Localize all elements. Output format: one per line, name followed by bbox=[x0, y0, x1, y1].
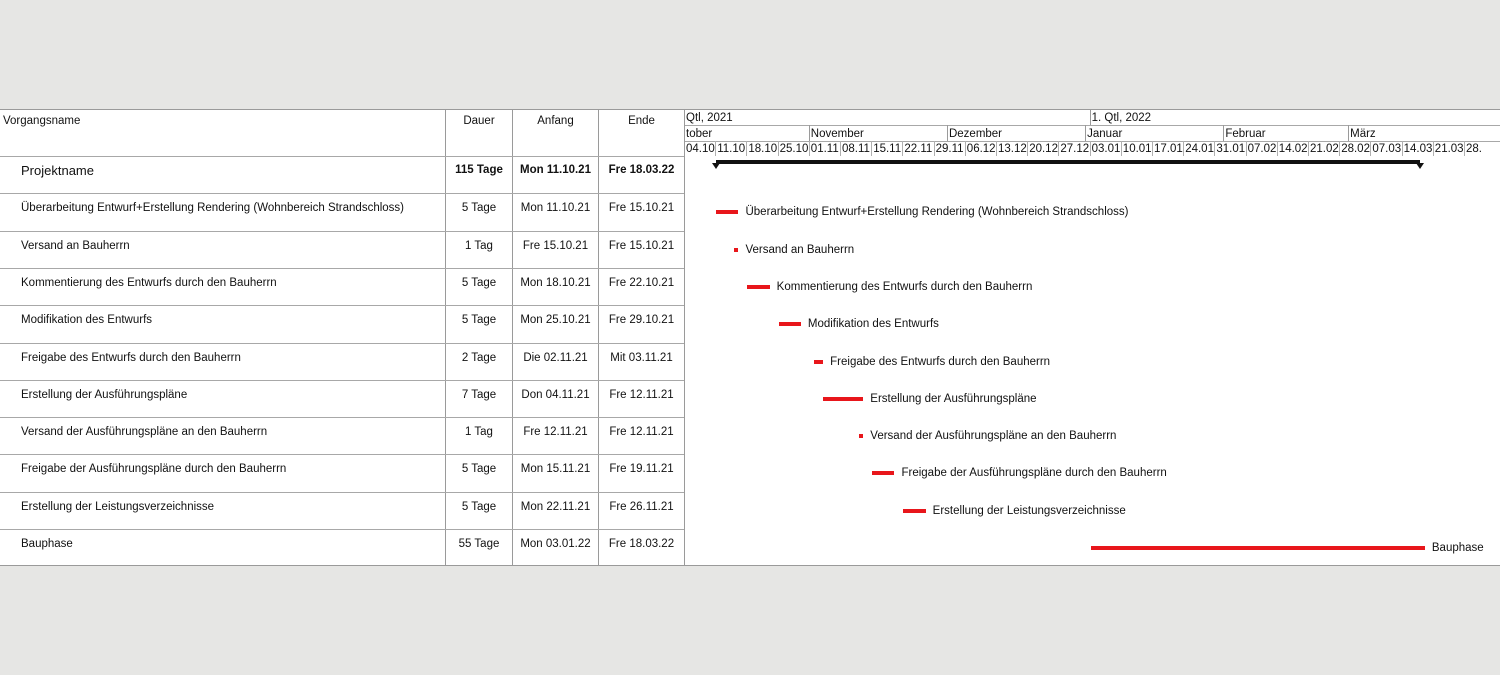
table-row bbox=[0, 344, 684, 381]
week-label: 04.10 bbox=[686, 143, 715, 155]
col-header-end: Ende bbox=[628, 115, 655, 127]
col-header-duration: Dauer bbox=[463, 115, 495, 127]
task-end: Fre 12.11.21 bbox=[609, 426, 674, 439]
task-duration: 2 Tage bbox=[461, 351, 497, 364]
week-label: 18.10 bbox=[748, 143, 778, 155]
timescale-divider bbox=[685, 141, 1500, 142]
task-name: Freigabe der Ausführungspläne durch den Bauherrn bbox=[21, 463, 287, 476]
task-bar-label: Freigabe des Entwurfs durch den Bauherrn bbox=[830, 355, 1051, 368]
week-divider bbox=[1277, 141, 1278, 156]
summary-row bbox=[0, 157, 684, 194]
week-divider bbox=[715, 141, 716, 156]
week-label: 29.11 bbox=[935, 143, 964, 155]
task-duration: 5 Tage bbox=[461, 500, 497, 513]
week-label: 07.03 bbox=[1372, 143, 1402, 155]
week-label: 27.12 bbox=[1060, 143, 1090, 155]
week-divider bbox=[1121, 141, 1122, 156]
week-divider bbox=[1152, 141, 1153, 156]
week-divider bbox=[1090, 141, 1091, 156]
week-label: 31.01 bbox=[1216, 143, 1246, 155]
month-label: Dezember bbox=[948, 128, 1003, 140]
task-start: Die 02.11.21 bbox=[523, 351, 588, 364]
task-start: Fre 15.10.21 bbox=[522, 239, 589, 252]
task-start: Mon 15.11.21 bbox=[520, 463, 591, 476]
task-start: Mon 11.10.21 bbox=[520, 202, 591, 215]
task-name: Erstellung der Leistungsverzeichnisse bbox=[21, 500, 215, 513]
task-name: Versand an Bauherrn bbox=[21, 239, 130, 252]
task-end: Fre 22.10.21 bbox=[608, 276, 675, 289]
task-end: Fre 18.03.22 bbox=[608, 164, 675, 176]
week-label: 13.12 bbox=[998, 143, 1027, 155]
task-duration: 1 Tag bbox=[465, 239, 493, 252]
task-bar bbox=[779, 322, 801, 326]
table-row bbox=[0, 306, 684, 343]
week-divider bbox=[809, 141, 810, 156]
week-divider bbox=[1027, 141, 1028, 156]
task-bar bbox=[747, 285, 769, 289]
task-bar-label: Überarbeitung Entwurf+Erstellung Rendering (Wohnbereich Strandschloss) bbox=[745, 206, 1129, 219]
summary-bar-start-cap bbox=[712, 163, 720, 169]
table-row bbox=[0, 269, 684, 306]
task-bar-label: Kommentierung des Entwurfs durch den Bauherrn bbox=[776, 280, 1033, 293]
task-bar bbox=[823, 397, 863, 401]
week-divider bbox=[1308, 141, 1309, 156]
month-label: Februar bbox=[1225, 128, 1266, 140]
month-divider bbox=[809, 125, 810, 141]
week-label: 21.02 bbox=[1310, 143, 1339, 155]
week-divider bbox=[840, 141, 841, 156]
task-bar-label: Modifikation des Entwurfs bbox=[807, 318, 939, 331]
week-label: 17.01 bbox=[1154, 143, 1183, 155]
week-divider bbox=[1370, 141, 1371, 156]
week-divider bbox=[1339, 141, 1340, 156]
table-row bbox=[0, 530, 684, 567]
task-bar-label: Bauphase bbox=[1431, 542, 1484, 554]
task-end: Fre 12.11.21 bbox=[609, 388, 674, 401]
task-end: Fre 19.11.21 bbox=[609, 463, 674, 476]
task-start: Mon 03.01.22 bbox=[520, 538, 591, 550]
week-label: 21.03 bbox=[1434, 143, 1464, 155]
task-end: Fre 15.10.21 bbox=[608, 239, 675, 252]
task-end: Fre 18.03.22 bbox=[608, 538, 675, 550]
week-label: 24.01 bbox=[1185, 143, 1214, 155]
task-bar-label: Versand an Bauherrn bbox=[745, 243, 855, 256]
week-divider bbox=[1433, 141, 1434, 156]
table-row bbox=[0, 418, 684, 455]
month-label: März bbox=[1350, 128, 1376, 140]
col-header-name: Vorgangsname bbox=[3, 115, 81, 127]
task-bar-label: Erstellung der Ausführungspläne bbox=[870, 392, 1037, 405]
week-divider bbox=[1183, 141, 1184, 156]
month-divider bbox=[947, 125, 948, 141]
task-duration: 5 Tage bbox=[461, 276, 497, 289]
task-duration: 5 Tage bbox=[461, 314, 497, 327]
task-start: Mon 25.10.21 bbox=[520, 314, 591, 327]
week-label: 08.11 bbox=[842, 143, 870, 155]
week-label: 06.12 bbox=[966, 143, 996, 155]
table-row bbox=[0, 232, 684, 269]
task-duration: 1 Tag bbox=[465, 426, 493, 439]
task-bar-label: Versand der Ausführungspläne an den Bauherrn bbox=[870, 430, 1117, 443]
task-name: Freigabe des Entwurfs durch den Bauherrn bbox=[21, 351, 241, 364]
gantt-sheet bbox=[0, 109, 1500, 566]
quarter-divider bbox=[1090, 110, 1091, 125]
table-row bbox=[0, 455, 684, 492]
week-divider bbox=[778, 141, 779, 156]
week-divider bbox=[871, 141, 872, 156]
week-divider bbox=[1402, 141, 1403, 156]
task-name: Versand der Ausführungspläne an den Bauherrn bbox=[21, 426, 268, 439]
month-divider bbox=[1348, 125, 1349, 141]
task-end: Fre 26.11.21 bbox=[609, 500, 674, 513]
task-bar bbox=[903, 509, 925, 513]
week-divider bbox=[996, 141, 997, 156]
task-name: Erstellung der Ausführungspläne bbox=[21, 388, 188, 401]
table-row bbox=[0, 493, 684, 530]
task-end: Fre 29.10.21 bbox=[608, 314, 675, 327]
task-name: Kommentierung des Entwurfs durch den Bauherrn bbox=[21, 276, 277, 289]
task-start: Fre 12.11.21 bbox=[523, 426, 588, 439]
task-name: Projektname bbox=[21, 163, 94, 178]
task-start: Mon 11.10.21 bbox=[520, 164, 591, 176]
month-divider bbox=[1223, 125, 1224, 141]
week-divider bbox=[1246, 141, 1247, 156]
week-label: 11.10 bbox=[717, 143, 746, 155]
task-duration: 55 Tage bbox=[458, 538, 500, 550]
week-divider bbox=[902, 141, 903, 156]
task-start: Mon 18.10.21 bbox=[520, 276, 591, 289]
week-label: 20.12 bbox=[1029, 143, 1058, 155]
week-label: 14.03 bbox=[1403, 143, 1433, 155]
week-divider bbox=[1464, 141, 1465, 156]
week-label: 22.11 bbox=[904, 143, 933, 155]
task-duration: 7 Tage bbox=[461, 388, 497, 401]
task-bar-label: Freigabe der Ausführungspläne durch den Bauherrn bbox=[901, 467, 1167, 480]
quarter-label: 1. Qtl, 2022 bbox=[1091, 112, 1152, 124]
task-bar-label: Erstellung der Leistungsverzeichnisse bbox=[932, 504, 1126, 517]
week-label: 07.02 bbox=[1247, 143, 1277, 155]
task-bar bbox=[872, 471, 894, 475]
task-bar bbox=[859, 434, 863, 438]
task-start: Don 04.11.21 bbox=[521, 388, 590, 401]
summary-bar bbox=[716, 160, 1420, 164]
task-duration: 5 Tage bbox=[461, 202, 497, 215]
task-end: Fre 15.10.21 bbox=[608, 202, 675, 215]
week-label: 14.02 bbox=[1278, 143, 1308, 155]
week-label: 28.02 bbox=[1341, 143, 1370, 155]
task-name: Überarbeitung Entwurf+Erstellung Rendering (Wohnbereich Strandschloss) bbox=[21, 202, 405, 215]
month-label: tober bbox=[686, 128, 713, 140]
week-label: 28. bbox=[1466, 143, 1482, 155]
task-duration: 115 Tage bbox=[455, 164, 503, 176]
week-divider bbox=[934, 141, 935, 156]
week-divider bbox=[746, 141, 747, 156]
col-header-start: Anfang bbox=[537, 115, 574, 127]
week-divider bbox=[1214, 141, 1215, 156]
task-end: Mit 03.11.21 bbox=[610, 351, 673, 364]
week-label: 01.11 bbox=[810, 143, 839, 155]
week-label: 10.01 bbox=[1122, 143, 1152, 155]
task-bar bbox=[1091, 546, 1425, 550]
table-row bbox=[0, 381, 684, 418]
month-divider bbox=[1085, 125, 1086, 141]
column-divider bbox=[684, 110, 685, 565]
week-divider bbox=[965, 141, 966, 156]
month-label: November bbox=[810, 128, 864, 140]
summary-bar-end-cap bbox=[1416, 163, 1424, 169]
week-label: 25.10 bbox=[779, 143, 809, 155]
task-bar bbox=[716, 210, 738, 214]
task-name: Bauphase bbox=[21, 538, 73, 550]
task-start: Mon 22.11.21 bbox=[520, 500, 591, 513]
task-name: Modifikation des Entwurfs bbox=[21, 314, 153, 327]
task-duration: 5 Tage bbox=[461, 463, 497, 476]
task-bar bbox=[814, 360, 823, 364]
timescale-divider bbox=[685, 125, 1500, 126]
week-label: 15.11 bbox=[873, 143, 902, 155]
quarter-label: Qtl, 2021 bbox=[686, 112, 733, 124]
month-label: Januar bbox=[1087, 128, 1123, 140]
task-bar bbox=[734, 248, 738, 252]
week-label: 03.01 bbox=[1091, 143, 1121, 155]
table-row bbox=[0, 194, 684, 231]
week-divider bbox=[1058, 141, 1059, 156]
